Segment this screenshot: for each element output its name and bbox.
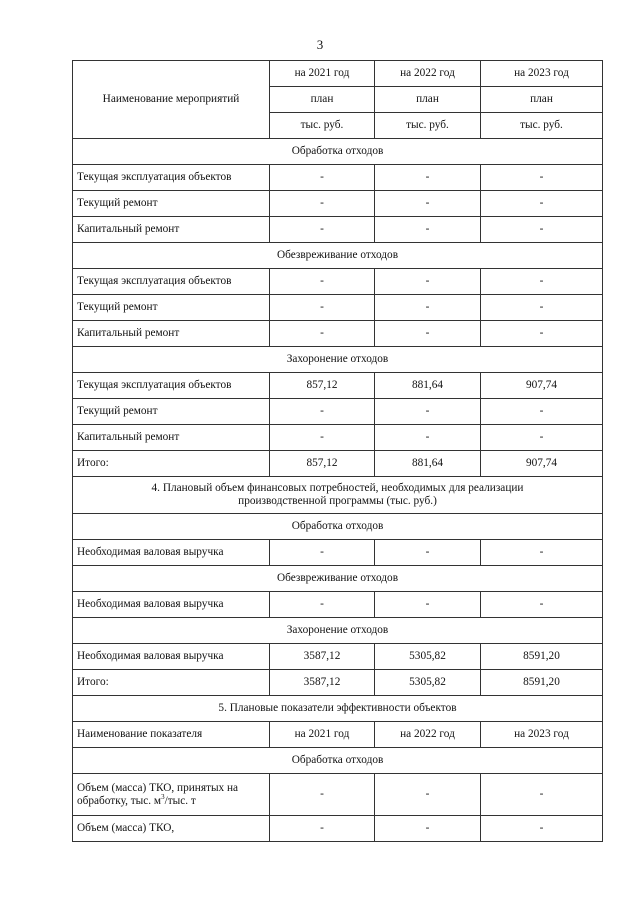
- value-2023: 907,74: [481, 373, 603, 399]
- revenue-label: Необходимая валовая выручка: [73, 592, 270, 618]
- value-2021: -: [270, 592, 375, 618]
- page-number: 3: [316, 37, 324, 52]
- section-5-year-2023: на 2023 год: [481, 722, 603, 748]
- table-row: [73, 165, 603, 191]
- total-row: [73, 451, 603, 477]
- value-2022: 5305,82: [375, 644, 481, 670]
- value-2023: -: [481, 295, 603, 321]
- section-4-title: [73, 477, 603, 514]
- table-row: [73, 373, 603, 399]
- total-label: Итого:: [73, 451, 270, 477]
- value-2021: -: [270, 295, 375, 321]
- table-row: [73, 269, 603, 295]
- indicator-name: [73, 774, 270, 816]
- table-row: [73, 592, 603, 618]
- value-2023: -: [481, 816, 603, 842]
- row-name: Текущий ремонт: [73, 399, 270, 425]
- total-2021: 857,12: [270, 451, 375, 477]
- value-2022: -: [375, 269, 481, 295]
- header-plan: план: [270, 87, 375, 113]
- section-title-processing: Обработка отходов: [73, 139, 603, 165]
- table-row: [73, 774, 603, 816]
- indicator-header: Наименование показателя: [73, 722, 270, 748]
- total-label: Итого:: [73, 670, 270, 696]
- section-heading-row: [73, 477, 603, 514]
- header-year-2021: на 2021 год: [270, 61, 375, 87]
- value-2022: -: [375, 540, 481, 566]
- section-5-title: 5. Плановые показатели эффективности объектов: [73, 696, 603, 722]
- section-5-header-row: [73, 722, 603, 748]
- section-5-year-2021: на 2021 год: [270, 722, 375, 748]
- value-2023: -: [481, 165, 603, 191]
- row-name: Текущая эксплуатация объектов: [73, 269, 270, 295]
- section-title-processing: Обработка отходов: [73, 514, 603, 540]
- total-2022: 5305,82: [375, 670, 481, 696]
- value-2022: -: [375, 295, 481, 321]
- value-2022: -: [375, 592, 481, 618]
- value-2021: -: [270, 774, 375, 816]
- value-2021: 3587,12: [270, 644, 375, 670]
- value-2021: -: [270, 191, 375, 217]
- value-2021: -: [270, 217, 375, 243]
- total-2021: 3587,12: [270, 670, 375, 696]
- value-2022: -: [375, 191, 481, 217]
- header-unit: тыс. руб.: [270, 113, 375, 139]
- value-2022: 881,64: [375, 373, 481, 399]
- header-unit: тыс. руб.: [481, 113, 603, 139]
- header-plan: план: [481, 87, 603, 113]
- table-row: [73, 425, 603, 451]
- total-2023: 907,74: [481, 451, 603, 477]
- value-2022: -: [375, 425, 481, 451]
- table-row: [73, 217, 603, 243]
- value-2023: -: [481, 217, 603, 243]
- total-2022: 881,64: [375, 451, 481, 477]
- section-row: [73, 566, 603, 592]
- revenue-label: Необходимая валовая выручка: [73, 540, 270, 566]
- table-row: [73, 540, 603, 566]
- value-2023: -: [481, 425, 603, 451]
- table-row: [73, 295, 603, 321]
- revenue-label: Необходимая валовая выручка: [73, 644, 270, 670]
- value-2023: -: [481, 399, 603, 425]
- header-row-years: [73, 61, 603, 87]
- value-2023: 8591,20: [481, 644, 603, 670]
- header-year-2023: на 2023 год: [481, 61, 603, 87]
- value-2023: -: [481, 191, 603, 217]
- value-2023: -: [481, 592, 603, 618]
- value-2023: -: [481, 269, 603, 295]
- section-title-burial: Захоронение отходов: [73, 618, 603, 644]
- row-name: Капитальный ремонт: [73, 217, 270, 243]
- value-2022: -: [375, 165, 481, 191]
- section-4-title-line1: 4. Плановый объем финансовых потребностей, необходимых для реализации: [151, 482, 524, 494]
- value-2021: -: [270, 269, 375, 295]
- value-2023: -: [481, 321, 603, 347]
- section-row: [73, 514, 603, 540]
- section-title-processing: Обработка отходов: [73, 748, 603, 774]
- total-row: [73, 670, 603, 696]
- section-heading-row: [73, 696, 603, 722]
- indicator-name-line2-prefix: обработку, тыс. м: [77, 794, 162, 807]
- row-name: Текущая эксплуатация объектов: [73, 165, 270, 191]
- header-unit: тыс. руб.: [375, 113, 481, 139]
- section-row: [73, 139, 603, 165]
- value-2023: -: [481, 540, 603, 566]
- indicator-name-line1: Объем (масса) ТКО, принятых на: [77, 781, 239, 794]
- section-title-neutralization: Обезвреживание отходов: [73, 243, 603, 269]
- indicator-unit-superscript: 3: [161, 792, 165, 801]
- section-5-year-2022: на 2022 год: [375, 722, 481, 748]
- value-2022: -: [375, 217, 481, 243]
- table-row: [73, 191, 603, 217]
- table-row: [73, 816, 603, 842]
- value-2021: -: [270, 399, 375, 425]
- row-name: Капитальный ремонт: [73, 425, 270, 451]
- header-plan: план: [375, 87, 481, 113]
- value-2022: -: [375, 774, 481, 816]
- value-2021: -: [270, 816, 375, 842]
- value-2021: -: [270, 321, 375, 347]
- value-2023: -: [481, 774, 603, 816]
- total-2023: 8591,20: [481, 670, 603, 696]
- value-2021: -: [270, 165, 375, 191]
- section-row: [73, 347, 603, 373]
- table-row: [73, 399, 603, 425]
- value-2022: -: [375, 399, 481, 425]
- row-name: Текущий ремонт: [73, 295, 270, 321]
- program-table: [72, 60, 603, 842]
- section-title-neutralization: Обезвреживание отходов: [73, 566, 603, 592]
- value-2021: -: [270, 425, 375, 451]
- value-2022: -: [375, 321, 481, 347]
- row-name: Текущий ремонт: [73, 191, 270, 217]
- row-name: Капитальный ремонт: [73, 321, 270, 347]
- table-row: [73, 321, 603, 347]
- indicator-name: Объем (масса) ТКО,: [73, 816, 270, 842]
- section-4-title-line2: производственной программы (тыс. руб.): [238, 495, 437, 507]
- section-row: [73, 618, 603, 644]
- indicator-name-line2-suffix: /тыс. т: [164, 794, 196, 807]
- row-name: Текущая эксплуатация объектов: [73, 373, 270, 399]
- value-2022: -: [375, 816, 481, 842]
- section-row: [73, 243, 603, 269]
- value-2021: -: [270, 540, 375, 566]
- section-row: [73, 748, 603, 774]
- section-title-burial: Захоронение отходов: [73, 347, 603, 373]
- value-2021: 857,12: [270, 373, 375, 399]
- header-year-2022: на 2022 год: [375, 61, 481, 87]
- table-row: [73, 644, 603, 670]
- header-name-column: Наименование мероприятий: [73, 61, 270, 139]
